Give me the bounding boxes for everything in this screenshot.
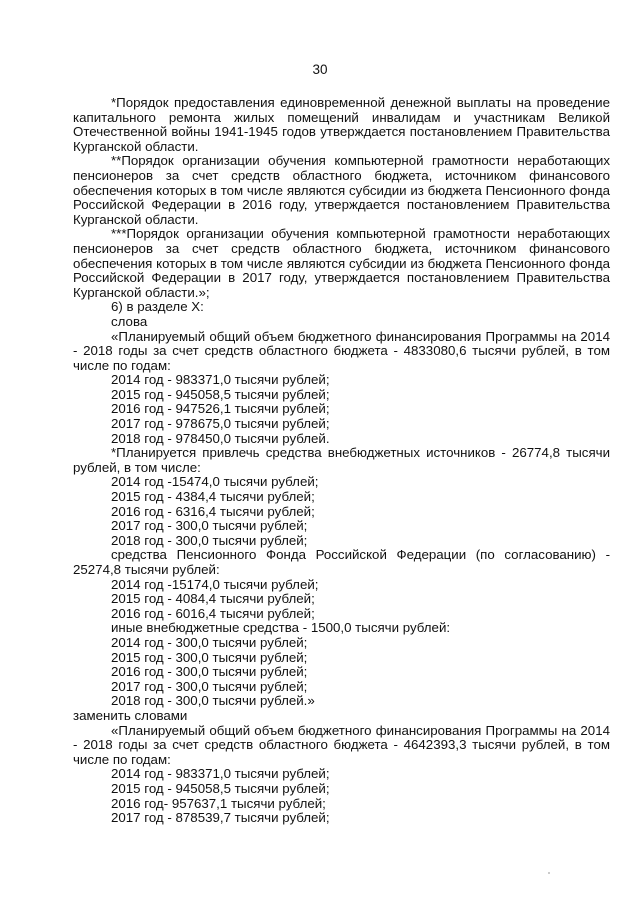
new-budget-year: 2017 год - 878539,7 тысячи рублей; xyxy=(111,810,330,826)
old-extrabudget-year: 2014 год -15474,0 тысячи рублей; xyxy=(111,474,319,490)
old-budget-year: 2017 год - 978675,0 тысячи рублей; xyxy=(111,416,330,432)
document-body xyxy=(73,96,610,826)
old-pension-year: 2015 год - 4084,4 тысячи рублей; xyxy=(111,591,315,607)
old-extrabudget-intro: *Планируется привлечь средства внебюджетных источников - 26774,8 тысячи рублей, в том числе: xyxy=(73,445,610,475)
scan-speck xyxy=(548,872,550,874)
old-budget-year: 2015 год - 945058,5 тысячи рублей; xyxy=(111,386,330,402)
old-other-year: 2016 год - 300,0 тысячи рублей; xyxy=(111,664,308,680)
new-budget-year: 2015 год - 945058,5 тысячи рублей; xyxy=(111,780,330,796)
old-extrabudget-year: 2016 год - 6316,4 тысячи рублей; xyxy=(111,503,315,519)
old-extrabudget-year: 2017 год - 300,0 тысячи рублей; xyxy=(111,518,308,534)
old-other-year: 2014 год - 300,0 тысячи рублей; xyxy=(111,634,308,650)
words-label: слова xyxy=(111,313,148,329)
page-number: 30 xyxy=(312,62,328,77)
new-budget-intro: «Планируемый общий объем бюджетного финансирования Программы на 2014 - 2018 годы за счет средств областного бюджета - 4642393,3 тысячи рублей, в том числе по годам: xyxy=(73,722,610,767)
section-item: 6) в разделе X: xyxy=(111,299,204,315)
footnote-3: ***Порядок организации обучения компьютерной грамотности неработающих пенсионеров за счет средств областного бюджета, источником финансового обеспечения которых в том числе являются субсидии из бюджета Пенсионного фонда Российской Федерации в 2017 году, утверждается постановлением Правительства Курганской области.»; xyxy=(73,226,610,300)
footnote-1: *Порядок предоставления единовременной денежной выплаты на проведение капитального ремонта жилых помещений инвалидам и участникам Великой Отечественной войны 1941-1945 годов утверждается постановлением Правительства Курганской области. xyxy=(73,95,610,154)
old-other-year: 2018 год - 300,0 тысячи рублей.» xyxy=(111,693,315,709)
old-budget-intro: «Планируемый общий объем бюджетного финансирования Программы на 2014 - 2018 годы за счет средств областного бюджета - 4833080,6 тысячи рублей, в том числе по годам: xyxy=(73,328,610,373)
old-budget-year: 2016 год - 947526,1 тысячи рублей; xyxy=(111,401,330,417)
footnote-2: **Порядок организации обучения компьютерной грамотности неработающих пенсионеров за счет средств областного бюджета, источником финансового обеспечения которых в том числе являются субсидии из бюджета Пенсионного фонда Российской Федерации в 2016 году, утверждается постановлением Правительства Курганской области. xyxy=(73,153,610,227)
old-pension-intro: средства Пенсионного Фонда Российской Федерации (по согласованию) - 25274,8 тысячи рублей: xyxy=(73,547,610,577)
old-pension-year: 2016 год - 6016,4 тысячи рублей; xyxy=(111,605,315,621)
old-budget-year: 2018 год - 978450,0 тысячи рублей. xyxy=(111,430,330,446)
old-extrabudget-year: 2018 год - 300,0 тысячи рублей; xyxy=(111,532,308,548)
old-budget-year: 2014 год - 983371,0 тысячи рублей; xyxy=(111,372,330,388)
new-budget-year: 2016 год- 957637,1 тысячи рублей; xyxy=(111,795,326,811)
old-other-year: 2015 год - 300,0 тысячи рублей; xyxy=(111,649,308,665)
old-other-intro: иные внебюджетные средства - 1500,0 тысячи рублей: xyxy=(111,620,451,636)
old-extrabudget-year: 2015 год - 4384,4 тысячи рублей; xyxy=(111,489,315,505)
old-other-year: 2017 год - 300,0 тысячи рублей; xyxy=(111,678,308,694)
new-budget-year: 2014 год - 983371,0 тысячи рублей; xyxy=(111,766,330,782)
replace-label: заменить словами xyxy=(73,707,188,723)
old-pension-year: 2014 год -15174,0 тысячи рублей; xyxy=(111,576,319,592)
